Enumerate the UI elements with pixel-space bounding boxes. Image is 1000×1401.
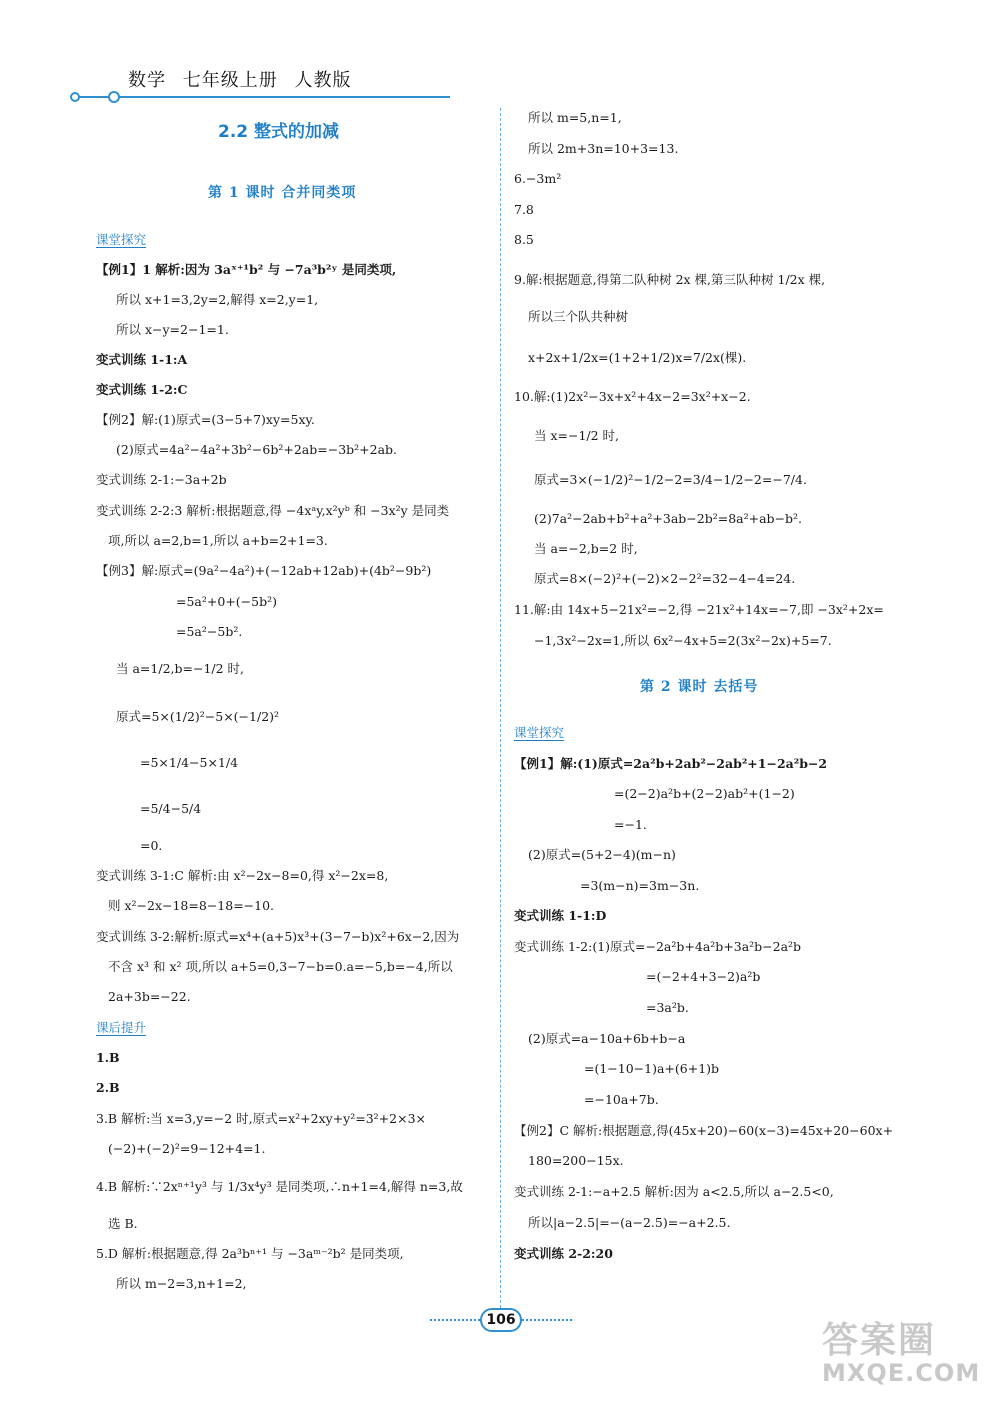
answer-line: 变式训练 3-1:C 解析:由 x²−2x−8=0,得 x²−2x=8, bbox=[96, 868, 389, 883]
page-number-label: 106 bbox=[480, 1308, 522, 1332]
answer-line: 9.解:根据题意,得第二队种树 2x 棵,第三队种树 1/2x 棵, bbox=[514, 272, 826, 287]
answer-line: =(−2+4+3−2)a²b bbox=[646, 969, 761, 984]
answer-line: =5/4−5/4 bbox=[140, 801, 202, 816]
answer-line: 当 x=−1/2 时, bbox=[534, 428, 620, 443]
answer-line: (2)原式=(5+2−4)(m−n) bbox=[528, 847, 676, 862]
answer-line: 10.解:(1)2x²−3x+x²+4x−2=3x²+x−2. bbox=[514, 389, 751, 404]
answer-line: =(1−10−1)a+(6+1)b bbox=[584, 1061, 720, 1076]
answer-line: 所以 2m+3n=10+3=13. bbox=[528, 141, 679, 156]
answer-line: 所以 x+1=3,2y=2,解得 x=2,y=1, bbox=[116, 292, 319, 307]
answer-line: =(2−2)a²b+(2−2)ab²+(1−2) bbox=[614, 786, 795, 801]
answer-line: 所以三个队共种树 bbox=[528, 309, 629, 324]
answer-line: 原式=3×(−1/2)²−1/2−2=3/4−1/2−2=−7/4. bbox=[534, 472, 807, 487]
answer-line: 【例3】解:原式=(9a²−4a²)+(−12ab+12ab)+(4b²−9b²) bbox=[96, 563, 432, 578]
page-dots-left bbox=[430, 1319, 480, 1321]
lesson-title: 第 1 课时 合并同类项 bbox=[208, 185, 357, 201]
section-tag: 课堂探究 bbox=[96, 232, 147, 247]
header-dot-icon bbox=[70, 92, 80, 102]
answer-line: (2)7a²−2ab+b²+a²+3ab−2b²=8a²+ab−b². bbox=[534, 511, 803, 526]
answer-line: =5a²+0+(−5b²) bbox=[176, 594, 277, 609]
answer-line: x+2x+1/2x=(1+2+1/2)x=7/2x(棵). bbox=[528, 350, 747, 365]
answer-line: 选 B. bbox=[108, 1216, 138, 1231]
answer-line: 2a+3b=−22. bbox=[108, 989, 191, 1004]
answer-line: =3a²b. bbox=[646, 1000, 689, 1015]
answer-line: 6.−3m² bbox=[514, 171, 562, 186]
answer-line: 【例2】解:(1)原式=(3−5+7)xy=5xy. bbox=[96, 412, 315, 427]
answer-line: =3(m−n)=3m−3n. bbox=[580, 878, 700, 893]
answer-line: 180=200−15x. bbox=[528, 1153, 624, 1168]
answer-line: 原式=5×(1/2)²−5×(−1/2)² bbox=[116, 709, 280, 724]
header-dot-icon bbox=[108, 91, 120, 103]
answer-line: (2)原式=a−10a+6b+b−a bbox=[528, 1031, 686, 1046]
answer-line: 变式训练 1-1:D bbox=[514, 908, 607, 923]
answer-line: 所以|a−2.5|=−(a−2.5)=−a+2.5. bbox=[528, 1215, 731, 1230]
section-tag: 课堂探究 bbox=[514, 725, 565, 740]
answer-line: 【例1】1 解析:因为 3aˣ⁺¹b² 与 −7a³b²ʸ 是同类项, bbox=[96, 262, 397, 277]
watermark-logo bbox=[822, 1312, 994, 1392]
column-divider bbox=[500, 108, 501, 1308]
answer-line: 不含 x³ 和 x² 项,所以 a+5=0,3−7−b=0.a=−5,b=−4,所以 bbox=[108, 959, 453, 974]
answer-line: 则 x²−2x−18=8−18=−10. bbox=[108, 898, 275, 913]
answer-line: =0. bbox=[140, 838, 163, 853]
answer-line: 变式训练 3-2:解析:原式=x⁴+(a+5)x³+(3−7−b)x²+6x−2,因为 bbox=[96, 929, 460, 944]
answer-line: 11.解:由 14x+5−21x²=−2,得 −21x²+14x=−7,即 −3x²+2x= bbox=[514, 602, 884, 617]
watermark-url: MXQE.COM bbox=[822, 1359, 981, 1387]
answer-line: 所以 x−y=2−1=1. bbox=[116, 322, 229, 337]
lesson-title: 第 2 课时 去括号 bbox=[640, 679, 759, 695]
answer-line: 【例2】C 解析:根据题意,得(45x+20)−60(x−3)=45x+20−60x+ bbox=[514, 1123, 894, 1138]
answer-line: 变式训练 2-1:−a+2.5 解析:因为 a<2.5,所以 a−2.5<0, bbox=[514, 1184, 834, 1199]
answer-line: 项,所以 a=2,b=1,所以 a+b=2+1=3. bbox=[108, 533, 328, 548]
answer-line: 8.5 bbox=[514, 232, 534, 247]
answer-line: 变式训练 2-1:−3a+2b bbox=[96, 472, 227, 487]
page-number bbox=[430, 1308, 572, 1332]
answer-line: 当 a=−2,b=2 时, bbox=[534, 541, 638, 556]
answer-line: 当 a=1/2,b=−1/2 时, bbox=[116, 661, 245, 676]
answer-line: 所以 m−2=3,n+1=2, bbox=[116, 1276, 247, 1291]
answer-line: 3.B 解析:当 x=3,y=−2 时,原式=x²+2xy+y²=3²+2×3× bbox=[96, 1111, 427, 1126]
answer-line: 变式训练 1-2:C bbox=[96, 382, 188, 397]
section-title: 2.2 整式的加减 bbox=[218, 122, 340, 142]
header-title: 数学 七年级上册 人教版 bbox=[128, 70, 352, 91]
answer-line: 变式训练 2-2:20 bbox=[514, 1246, 613, 1261]
answer-line: =5a²−5b². bbox=[176, 624, 243, 639]
answer-line: 【例1】解:(1)原式=2a²b+2ab²−2ab²+1−2a²b−2 bbox=[514, 756, 828, 771]
answer-line: (2)原式=4a²−4a²+3b²−6b²+2ab=−3b²+2ab. bbox=[116, 442, 398, 457]
answer-line: 变式训练 2-2:3 解析:根据题意,得 −4xᵃy,x²yᵇ 和 −3x²y 是同类 bbox=[96, 503, 450, 518]
answer-line: 2.B bbox=[96, 1080, 120, 1095]
watermark-text: 答案圈 bbox=[822, 1320, 937, 1361]
answer-line: =5×1/4−5×1/4 bbox=[140, 755, 239, 770]
answer-line: 4.B 解析:∵2xⁿ⁺¹y³ 与 1/3x⁴y³ 是同类项,∴n+1=4,解得 n=3,故 bbox=[96, 1179, 463, 1194]
answer-line: 变式训练 1-2:(1)原式=−2a²b+4a²b+3a²b−2a²b bbox=[514, 939, 802, 954]
answer-line: −1,3x²−2x=1,所以 6x²−4x+5=2(3x²−2x)+5=7. bbox=[534, 633, 832, 648]
answer-line: 1.B bbox=[96, 1050, 120, 1065]
section-tag: 课后提升 bbox=[96, 1020, 147, 1035]
answer-line: (−2)+(−2)²=9−12+4=1. bbox=[108, 1141, 266, 1156]
answer-line: 原式=8×(−2)²+(−2)×2−2²=32−4−4=24. bbox=[534, 571, 796, 586]
page-dots-right bbox=[522, 1319, 572, 1321]
answer-line: 5.D 解析:根据题意,得 2a³bⁿ⁺¹ 与 −3aᵐ⁻²b² 是同类项, bbox=[96, 1246, 404, 1261]
answer-line: 所以 m=5,n=1, bbox=[528, 110, 622, 125]
answer-line: =−10a+7b. bbox=[584, 1092, 659, 1107]
header-rule bbox=[74, 96, 450, 98]
answer-line: =−1. bbox=[614, 817, 647, 832]
answer-line: 变式训练 1-1:A bbox=[96, 352, 188, 367]
answer-line: 7.8 bbox=[514, 202, 534, 217]
